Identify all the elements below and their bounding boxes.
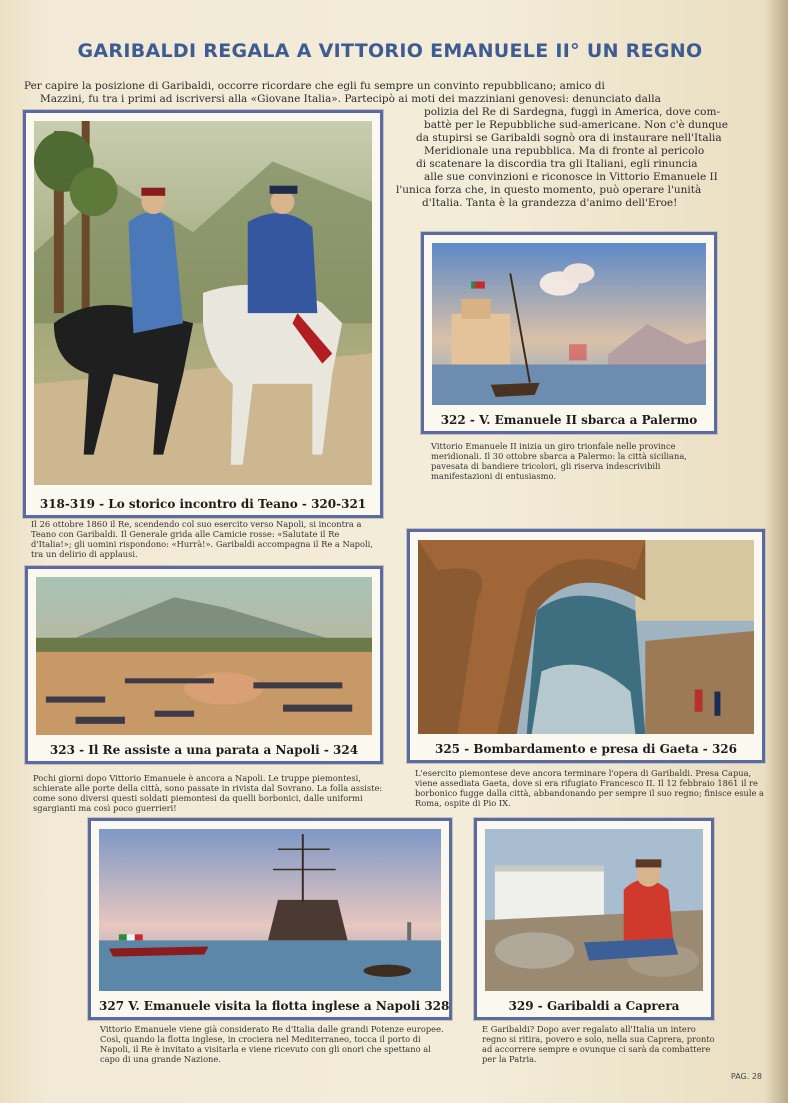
card-caption: 327 V. Emanuele visita la flotta inglese a Napoli 328: [99, 999, 450, 1013]
card-gaeta[interactable]: [407, 529, 765, 763]
card-parata-napoli[interactable]: [25, 566, 383, 764]
page-title: GARIBALDI REGALA A VITTORIO EMANUELE II° UN REGNO: [77, 40, 703, 62]
card-description: L'esercito piemontese deve ancora terminare l'opera di Garibaldi. Presa Capua, viene assediata Gaeta, dove si era rifugiato Francesco II. Il 12 febbraio 1861 il re borbonico fugge dalla città, abbandonando per sempre il suo regno; finisce esule a Roma, ospite di Pio IX.: [415, 768, 764, 808]
illustration-teano: [34, 121, 372, 485]
illustration-caprera: [485, 829, 703, 991]
card-description: E Garibaldi? Dopo aver regalato all'Italia un intero regno si ritira, povero e solo, nella sua Caprera, pronto ad accorrere sempre e ovunque ci sarà da combattere per la Patria.: [482, 1024, 715, 1064]
illustration-gaeta: [418, 540, 754, 734]
card-caption: 322 - V. Emanuele II sbarca a Palermo: [440, 413, 698, 427]
intro-line: polizia del Re di Sardegna, fuggì in America, dove com-: [424, 106, 721, 118]
intro-line: battè per le Repubbliche sud-americane. Non c'è dunque: [424, 119, 729, 131]
intro-line: Mazzini, fu tra i primi ad iscriversi alla «Giovane Italia». Partecipò ai moti dei mazziniani genovesi: denunciato dalla: [40, 93, 661, 105]
card-caption: 318-319 - Lo storico incontro di Teano - 320-321: [39, 497, 367, 511]
card-caption: 325 - Bombardamento e presa di Gaeta - 326: [434, 742, 738, 756]
illustration-flotta: [99, 829, 441, 991]
page-number: PAG. 28: [730, 1072, 762, 1081]
card-caprera[interactable]: [474, 818, 714, 1020]
card-description: Vittorio Emanuele II inizia un giro trionfale nelle province meridionali. Il 30 ottobre sbarca a Palermo: la città siciliana, pavesata di bandiere tricolori, gli riserva indescrivibili manifestazioni di entusiasmo.: [431, 441, 687, 481]
intro-line: d'Italia. Tanta è la grandezza d'animo dell'Eroe!: [422, 197, 678, 209]
card-caption: 329 - Garibaldi a Caprera: [508, 999, 680, 1013]
card-description: Il 26 ottobre 1860 il Re, scendendo col suo esercito verso Napoli, si incontra a Teano con Garibaldi. Il Generale grida alle Camicie rosse: «Salutate il Re d'Italia!»; gli uomini rispondono: «Hurrà!». Garibaldi accompagna il Re a Napoli, tra un delirio di applausi.: [31, 519, 373, 559]
card-palermo[interactable]: [421, 232, 717, 434]
illustration-palermo: [432, 243, 706, 405]
card-teano[interactable]: [23, 110, 383, 518]
intro-line: alle sue convinzioni e riconosce in Vittorio Emanuele II: [424, 171, 718, 183]
intro-line: Per capire la posizione di Garibaldi, occorre ricordare che egli fu sempre un convinto repubblicano; amico di: [24, 80, 605, 92]
intro-line: l'unica forza che, in questo momento, può operare l'unità: [396, 184, 702, 196]
intro-line: di scatenare la discordia tra gli Italiani, egli rinuncia: [416, 158, 698, 170]
card-flotta-inglese[interactable]: [88, 818, 452, 1020]
illustration-parata: [36, 577, 372, 735]
card-caption: 323 - Il Re assiste a una parata a Napoli - 324: [49, 743, 359, 757]
card-description: Pochi giorni dopo Vittorio Emanuele è ancora a Napoli. Le truppe piemontesi, schierate alle porte della città, sono passate in rivista dal Sovrano. La folla assiste: come sono diversi questi soldati piemontesi da quelli borbonici, dalle uniformi sgargianti ma così poco guerrieri!: [33, 773, 383, 813]
intro-line: da stupirsi se Garibaldi sognò ora di instaurare nell'Italia: [416, 132, 722, 144]
card-description: Vittorio Emanuele viene già considerato Re d'Italia dalle grandi Potenze europee. Così, quando la flotta inglese, in crociera nel Mediterraneo, tocca il porto di Napoli, il Re è invitato a visitarla e viene ricevuto con gli onori che spettano al capo di una grande Nazione.: [100, 1024, 444, 1064]
intro-line: Meridionale una repubblica. Ma di fronte al pericolo: [424, 145, 705, 157]
